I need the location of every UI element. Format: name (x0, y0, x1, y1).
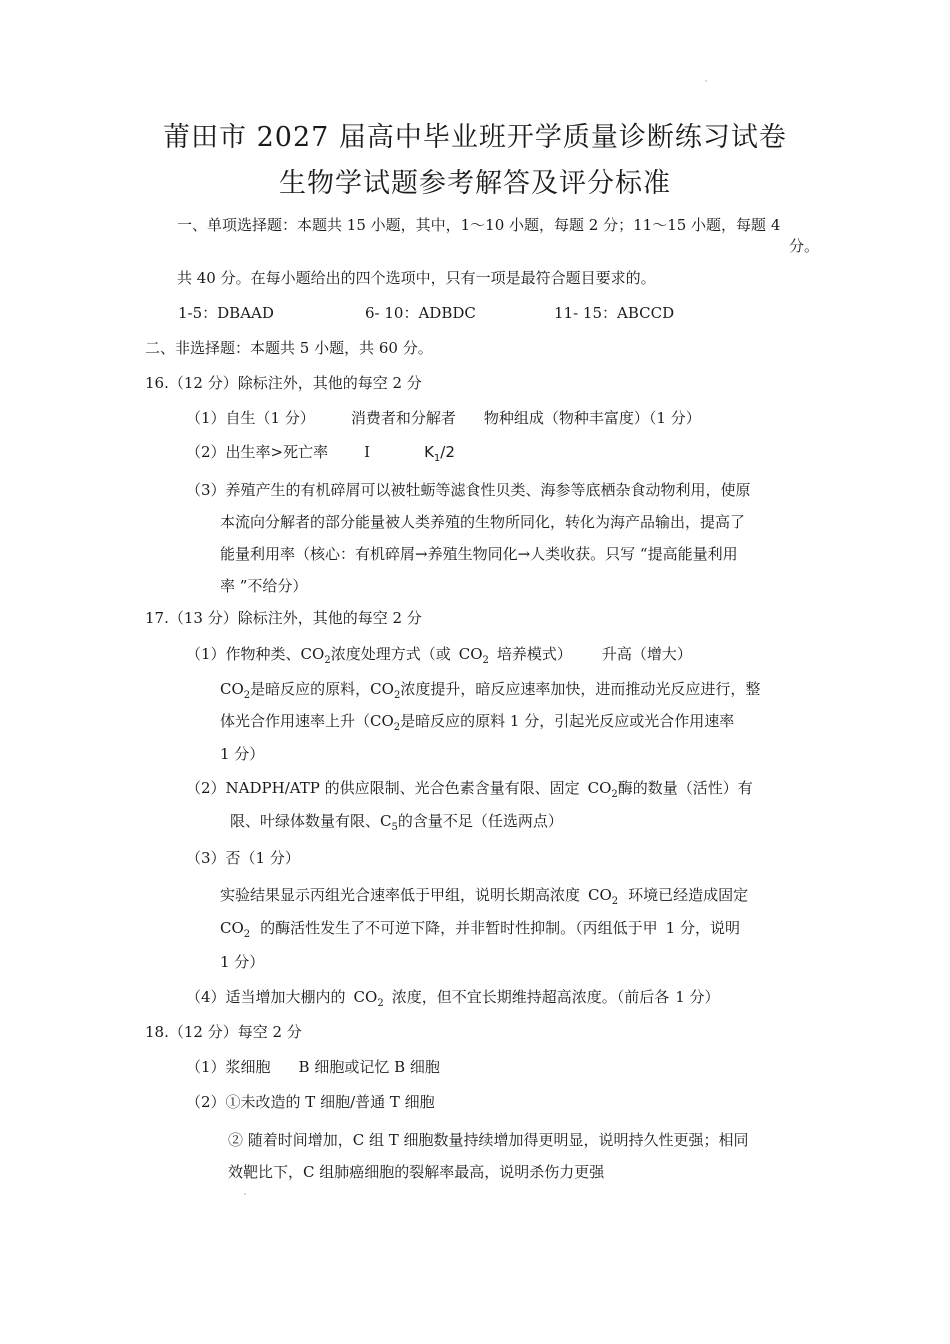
q16-part3-line3: 能量利用率（核心：有机碎屑→养殖生物同化→人类收获。只写 “提高能量利用 (220, 545, 738, 563)
q16-part1 (186, 408, 701, 428)
q18-part2-explain-line1: ② 随着时间增加，C 组 T 细胞数量持续增加得更明显，说明持久性更强；相同 (228, 1131, 749, 1149)
q17-part1-explain-line2: 体光合作用速率上升（$CO_2$是暗反应的原料 1 分，引起光反应或光合作用速率 (220, 712, 735, 733)
q17-header: 17.（13 分）除标注外，其他的每空 2 分 (145, 609, 422, 627)
q17-part3-explain-line1: 实验结果显示丙组光合速率低于甲组，说明长期高浓度 $CO_2$ 环境已经造成固定 (220, 886, 749, 907)
q17-part4: （4）适当增加大棚内的 $CO_2$ 浓度，但不宜长期维持超高浓度。（前后各 1 分） (186, 988, 720, 1009)
q16-part1-answer-c: 物种组成（物种丰富度）（1 分） (483, 409, 701, 427)
q17-part1: （1）作物种类、$CO_2$浓度处理方式（或 $CO_2$ 培养模式） 升高（增大） (186, 645, 692, 666)
answer-group-1: 1-5：DBAAD (178, 304, 274, 322)
q16-part1-number: （1） (186, 409, 226, 427)
q16-part2-answer-b: Ⅰ (364, 443, 371, 461)
q16-part1-answer-b: 消费者和分解者 (350, 409, 456, 427)
q16-part1-answer-a: 自生（1 分） (225, 409, 315, 427)
scan-speck (244, 1193, 246, 1195)
q18-part2: （2）①未改造的 T 细胞/普通 T 细胞 (186, 1093, 435, 1111)
q16-part2 (186, 442, 455, 462)
q17-part2-line2: 限、叶绿体数量有限、$C_5$的含量不足（任选两点） (230, 812, 563, 833)
title-line-2: 生物学试题参考解答及评分标准 (279, 168, 671, 199)
q16-header: 16.（12 分）除标注外，其他的每空 2 分 (145, 374, 422, 392)
q16-part2-answer-c: $K_1/2$ (424, 443, 455, 464)
q16-part2-answer-a: （2）出生率>死亡率 (186, 443, 329, 461)
q18-part1: （1）浆细胞 B 细胞或记忆 B 细胞 (186, 1058, 440, 1076)
q18-part2-explain-line2: 效靶比下，C 组肺癌细胞的裂解率最高，说明杀伤力更强 (228, 1163, 605, 1181)
q17-part1-explain-line1: $CO_2$是暗反应的原料，$CO_2$浓度提升，暗反应速率加快，进而推动光反应进行，整 (220, 680, 761, 701)
q17-part3-explain-line2: $CO_2$ 的酶活性发生了不可逆下降，并非暂时性抑制。（丙组低于甲 1 分，说明 (220, 919, 740, 940)
q16-part3-line2: 本流向分解者的部分能量被人类养殖的生物所同化，转化为海产品输出，提高了 (220, 513, 746, 531)
q16-part3-line4: 率 ”不给分） (220, 577, 308, 595)
q17-part1-explain-line3: 1 分） (220, 745, 265, 763)
title-line-1: 莆田市 2027 届高中毕业班开学质量诊断练习试卷 (163, 122, 787, 153)
scan-speck (705, 80, 707, 82)
section1-line1-tail: 分。 (789, 237, 820, 255)
section2-header: 二、非选择题：本题共 5 小题，共 60 分。 (145, 339, 433, 357)
q16-part3-line1: （3）养殖产生的有机碎屑可以被牡蛎等滤食性贝类、海参等底栖杂食动物利用，使原 (186, 481, 751, 499)
section1-line1: 一、单项选择题：本题共 15 小题，其中，1～10 小题，每题 2 分；11～15 小题，每题 4 (177, 216, 781, 234)
q17-part3-explain-line3: 1 分） (220, 953, 265, 971)
q18-header: 18.（12 分）每空 2 分 (145, 1023, 302, 1041)
answer-group-3: 11- 15：ABCCD (554, 304, 675, 322)
answer-group-2: 6- 10：ADBDC (365, 304, 476, 322)
q17-part3: （3）否（1 分） (186, 849, 300, 867)
section1-line2: 共 40 分。在每小题给出的四个选项中，只有一项是最符合题目要求的。 (177, 269, 656, 287)
q17-part2-line1: （2）NADPH/ATP 的供应限制、光合色素含量有限、固定 $CO_2$酶的数量（活性）有 (186, 779, 753, 800)
